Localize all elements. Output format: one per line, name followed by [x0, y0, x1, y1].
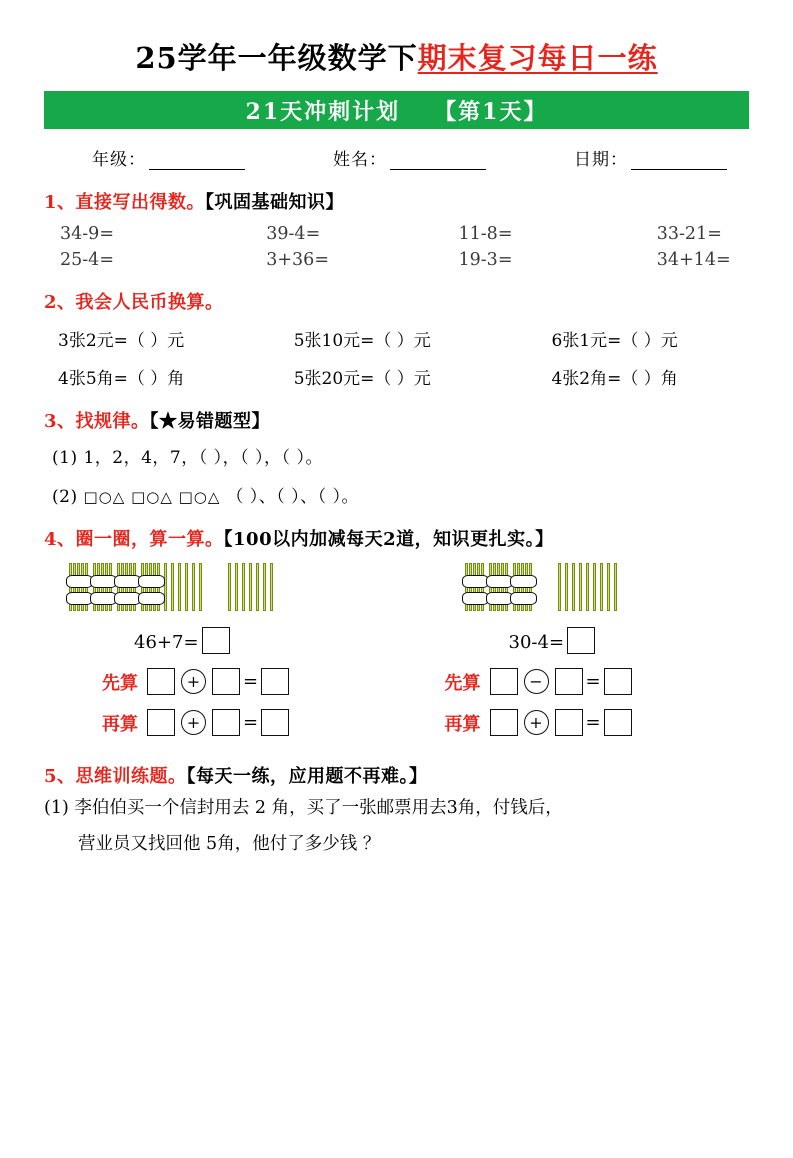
single-stick-icon — [185, 563, 188, 611]
name-label: 姓名： — [333, 150, 387, 170]
answer-box[interactable] — [604, 709, 632, 736]
single-stick-icon — [593, 563, 596, 611]
question-1-body — [44, 224, 749, 270]
page-title-red: 期末复习每日一练 — [417, 41, 658, 75]
date-label: 日期： — [574, 150, 628, 170]
question-1-row — [44, 250, 749, 270]
q3-item-1: (1) 1，2，4，7，（ ），（ ），（ ）。 — [52, 448, 323, 468]
page-title — [44, 36, 749, 77]
q4-right-step1 — [397, 668, 750, 695]
q4-left-step1 — [44, 668, 397, 695]
q4-left-expr-text: 46+7= — [134, 632, 199, 653]
stick-bundle-icon — [512, 563, 533, 611]
single-stick-icon — [579, 563, 582, 611]
equals-sign: = — [243, 712, 259, 733]
single-stick-icon — [614, 563, 617, 611]
answer-box[interactable] — [147, 668, 175, 695]
bundle-group-left — [68, 563, 277, 611]
q2-item: 4张5角=（ ）角 — [58, 369, 185, 389]
operator-symbol: + — [529, 712, 543, 732]
q1-item: 3+36= — [266, 250, 329, 270]
bundle-group-right — [464, 563, 621, 611]
operator-circle — [181, 669, 206, 694]
answer-box[interactable] — [490, 709, 518, 736]
question-2-body — [44, 326, 749, 389]
operator-symbol: + — [186, 712, 201, 732]
answer-box[interactable] — [604, 668, 632, 695]
q4-step2-row — [44, 709, 749, 736]
single-stick-icon — [242, 563, 245, 611]
answer-box[interactable] — [555, 709, 583, 736]
question-4-heading-black: 【100以内加减每天2道，知识更扎实。】 — [223, 529, 554, 550]
single-stick-icon — [607, 563, 610, 611]
q2-item: 6张1元=（ ）元 — [551, 331, 678, 351]
q5-line-2: 营业员又找回他 5角，他付了多少钱 ？ — [78, 833, 381, 854]
q4-left-step2 — [44, 709, 397, 736]
q2-item: 4张2角=（ ）角 — [551, 369, 678, 389]
single-stick-icon — [256, 563, 259, 611]
name-input-line[interactable] — [390, 154, 486, 170]
q1-item: 33-21= — [656, 224, 722, 244]
stick-bundle-icon — [116, 563, 137, 611]
name-field — [333, 145, 486, 170]
q3-shape-pattern: □○△ □○△ □○△ — [83, 488, 221, 506]
answer-box[interactable] — [147, 709, 175, 736]
answer-box[interactable] — [212, 668, 240, 695]
q4-expression-row — [44, 627, 749, 654]
single-stick-icon — [249, 563, 252, 611]
q4-right-step2-label: 再算 — [444, 713, 481, 735]
answer-box[interactable] — [261, 709, 289, 736]
page-title-black: 25学年一年级数学下 — [135, 41, 418, 75]
equals-sign: = — [243, 671, 259, 692]
stick-bundle-icon — [92, 563, 113, 611]
stick-bundle-icon — [68, 563, 89, 611]
q4-left-step1-label: 先算 — [102, 672, 138, 694]
q4-right-expression — [397, 627, 750, 654]
operator-circle — [524, 710, 549, 735]
q3-item-2-prefix: (2) — [52, 487, 78, 507]
operator-symbol: − — [529, 671, 543, 691]
grade-field — [92, 145, 245, 170]
single-stick-icon — [270, 563, 273, 611]
date-input-line[interactable] — [631, 154, 727, 170]
single-stick-icon — [572, 563, 575, 611]
question-3-heading — [44, 407, 749, 433]
question-3-heading-black: 【★易错题型】 — [149, 411, 271, 432]
question-2-heading: 2、我会人民币换算。 — [44, 292, 224, 313]
answer-box[interactable] — [212, 709, 240, 736]
stick-bundle-icon — [464, 563, 485, 611]
q2-item: 5张10元=（ ）元 — [293, 331, 431, 351]
q1-item: 19-3= — [458, 250, 513, 270]
q4-right-expr-text: 30-4= — [508, 632, 565, 653]
q1-item: 34-9= — [60, 224, 114, 244]
single-stick-icon — [235, 563, 238, 611]
operator-circle — [524, 669, 549, 694]
question-5-body — [44, 794, 749, 859]
q2-item: 5张20元=（ ）元 — [293, 369, 431, 389]
single-stick-icon — [565, 563, 568, 611]
q3-item-2 — [52, 482, 749, 507]
q1-item: 25-4= — [60, 250, 114, 270]
single-stick-icon — [171, 563, 174, 611]
single-stick-icon — [263, 563, 266, 611]
single-stick-icon — [164, 563, 167, 611]
q4-right-step1-label: 先算 — [444, 672, 481, 694]
operator-symbol: + — [186, 671, 201, 691]
question-1-heading-red: 1、直接写出得数。 — [44, 192, 206, 213]
worksheet-page — [0, 36, 793, 1158]
question-4-heading — [44, 525, 749, 551]
question-2-row — [44, 326, 749, 351]
single-stick-icon — [586, 563, 589, 611]
q3-item-2-suffix: （ ）、（ ）、（ ）。 — [226, 487, 360, 507]
single-stick-icon — [228, 563, 231, 611]
plan-banner — [44, 91, 749, 129]
q1-item: 39-4= — [266, 224, 321, 244]
answer-box[interactable] — [567, 627, 595, 654]
stick-bundle-icon — [140, 563, 161, 611]
plan-banner-text: 21天冲刺计划 — [245, 98, 401, 125]
grade-input-line[interactable] — [149, 154, 245, 170]
question-1-heading-black: 【巩固基础知识】 — [205, 192, 345, 213]
stick-bundle-icon — [488, 563, 509, 611]
question-5-heading-black: 【每天一练，应用题不再难。】 — [186, 766, 428, 787]
question-2-row — [44, 364, 749, 389]
q1-item: 34+14= — [656, 250, 731, 270]
equals-sign: = — [585, 712, 601, 733]
question-1-heading — [44, 188, 749, 214]
question-4-bundles — [44, 563, 749, 625]
question-1-row — [44, 224, 749, 244]
single-stick-icon — [178, 563, 181, 611]
q1-item: 11-8= — [458, 224, 513, 244]
single-stick-icon — [600, 563, 603, 611]
q4-left-step2-label: 再算 — [102, 713, 138, 735]
student-info-row — [44, 145, 749, 170]
question-5-heading — [44, 762, 749, 788]
question-3-body — [44, 443, 749, 507]
answer-box[interactable] — [555, 668, 583, 695]
operator-circle — [181, 710, 206, 735]
q5-line-1: (1) 李伯伯买一个信封用去 2 角，买了一张邮票用去3角，付钱后， — [44, 798, 563, 818]
plan-banner-day: 【第1天】 — [434, 98, 548, 125]
equals-sign: = — [585, 671, 601, 692]
q2-item: 3张2元=（ ）元 — [58, 331, 185, 351]
single-stick-icon — [558, 563, 561, 611]
grade-label: 年级： — [92, 150, 146, 170]
answer-box[interactable] — [490, 668, 518, 695]
answer-box[interactable] — [261, 668, 289, 695]
question-5-heading-red: 5、思维训练题。 — [44, 766, 187, 787]
question-4-heading-red: 4、圈一圈，算一算。 — [44, 529, 224, 550]
q4-right-step2 — [397, 709, 750, 736]
single-stick-icon — [192, 563, 195, 611]
q4-left-expression — [44, 627, 397, 654]
single-stick-icon — [199, 563, 202, 611]
q4-step1-row — [44, 668, 749, 695]
answer-box[interactable] — [202, 627, 230, 654]
question-3-heading-red: 3、找规律。 — [44, 411, 150, 432]
date-field — [574, 145, 727, 170]
question-4-equations — [44, 627, 749, 736]
